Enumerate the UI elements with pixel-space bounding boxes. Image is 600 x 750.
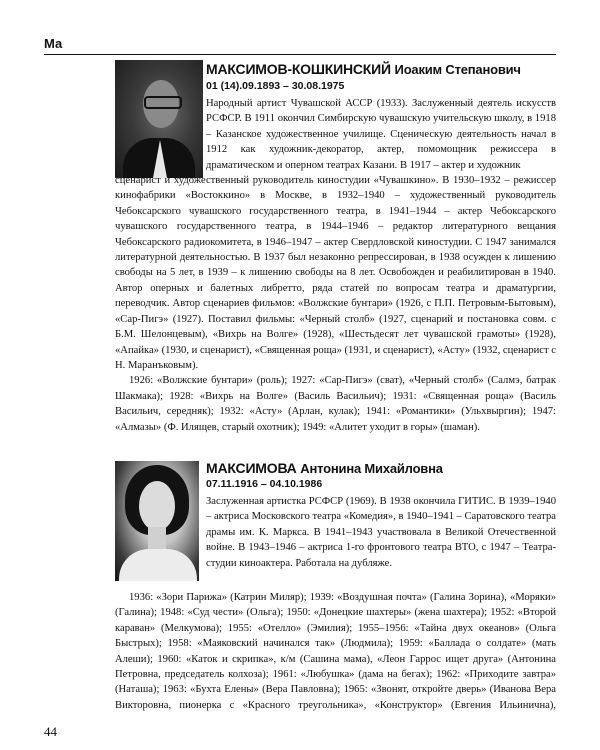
entry-dates: 07.11.1916 – 04.10.1986 — [206, 478, 323, 490]
entry-name — [206, 460, 443, 476]
entry-filmography: 1926: «Волжские бунтари» (роль); 1927: «Сар-Пигэ» (сват), «Черный столб» (Салмэ, батрак Шакмака); 1928: «Вихрь на Волге» (Василь Васильич); 1931: «Священная роща» (Василь Васильич, середняк); 1932: «Асту» (Арлан, кулак); 1941: «Романтики» (Ульхвыргин); 1947: «Алмазы» (Ф. Илящев, старый охотник); 1949: «Алитет уходит в горы» (шаман). — [115, 375, 556, 433]
entry-bio-wrap-top — [206, 96, 556, 174]
entry-dates: 01 (14).09.1893 – 30.08.1975 — [206, 80, 345, 92]
page-number: 44 — [44, 724, 57, 739]
entry-given-name: Иоаким Степанович — [394, 62, 521, 77]
entry-surname: МАКСИМОВ-КОШКИНСКИЙ — [206, 61, 391, 77]
entry-filmography: 1936: «Зори Парижа» (Катрин Миляр); 1939: «Воздушная почта» (Галина Зорина), «Моряки» (Галина); 1948: «Суд чести» (Ольга); 1950: «Донецкие шахтеры» (жена шахтера); 1952: «Второй караван» (Мелкумова); 1955: «Отелло» (Эмилия); 1955–1956: «Тайна двух океанов» (Ольга Быстрых); 1958: «Маяковский начинался так» (Людмила); 1959: «Баллада о солдате» (мать Алеши); 1960: «Каток и скрипка», к/м (Сашина мама), «Леон Гаррос ищет друга» (Антонина Петровна, председатель колхоза); 1961: «Любушка» (дама на бегах); 1962: «Приходите завтра» (Наташа); 1963: «Бухта Елены» (Вера Павловна); 1965: «Звонят, откройте дверь» (Иванова Вера Викторовна, пионерка с «Красного треугольника», «Конструктор» (Евгения Ильинична), — [115, 592, 556, 711]
entry-filmography-wrap — [115, 590, 556, 712]
entry-bio-text — [206, 494, 556, 571]
entry-given-name: Антонина Михайловна — [300, 461, 443, 476]
entry-bio-continued — [115, 174, 556, 454]
entry-bio: Народный артист Чувашской АССР (1933). Заслуженный деятель искусств РСФСР. В 1911 окончил Симбирскую чувашскую учительскую школу, в 1918 – Казанское художественное училище. Сценическую деятельность начал в 1912 как художник-декоратор, актер, помомощник режиссера в драматическом и оперном театрах Казани. В 1917 – актер и художник — [206, 98, 556, 171]
portrait-photo-maksimova — [115, 461, 199, 581]
entry-surname: МАКСИМОВА — [206, 460, 297, 476]
running-header: Ма — [44, 36, 63, 51]
header-rule — [44, 54, 556, 55]
portrait-photo-maksimov — [115, 60, 203, 178]
entry-bio: Заслуженная артистка РСФСР (1969). В 1938 окончила ГИТИС. В 1939–1940 – актриса Московского театра «Комедия», в 1940–1941 – Саратовского театра драмы им. К. Маркса. В 1941–1943 участвовала в Великой Отечественной войне. В 1943–1946 – актриса 1-го фронтового театра ВТО, с 1947 – Театра-студии киноактера. Работала на дубляже. — [206, 496, 556, 569]
entry-bio-continued-text: сценарист и художественный руководитель киностудии «Чувашкино». В 1930–1932 – режиссер кинофабрики «Востоккино» в Москве, в 1932–1940 – художественный руководитель Чебоксарского чувашского государственного театра, в 1941–1944 – актер Чебоксарского чувашского государственного театра, в 1944–1946 – редактор литературного вещания Чебоксарского радиокомитета, в 1946–1947 – актер Свердловской киностудии. С 1947 занимался литературной деятельностью. В 1937 был незаконно репрессирован, в 1938 осужден к лишению свободы на 5 лет, в 1939 – к лишению свободы на 8 лет. Освобожден и реабилитирован в 1940. Автор оперных и балетных либретто, ряда статей по вопросам театра и драматургии, переводчик. Автор сценариев фильмов: «Волжские бунтари» (1926, с П.П. Петровым-Бытовым), «Сар-Пигэ» (1927). Поставил фильмы: «Черный столб» (1927, сценарий и постановка совм. с Б.М. Шелонцевым), «Вихрь на Волге» (1928), «Шестьдесят лет чувашской грамоты» (1928), «Апайка» (1930, и сценарист), «Священная роща» (1931, и сценарист), «Асту» (1932, сценарист с Н. Маранъковым). — [115, 175, 556, 371]
entry-name — [206, 61, 521, 77]
